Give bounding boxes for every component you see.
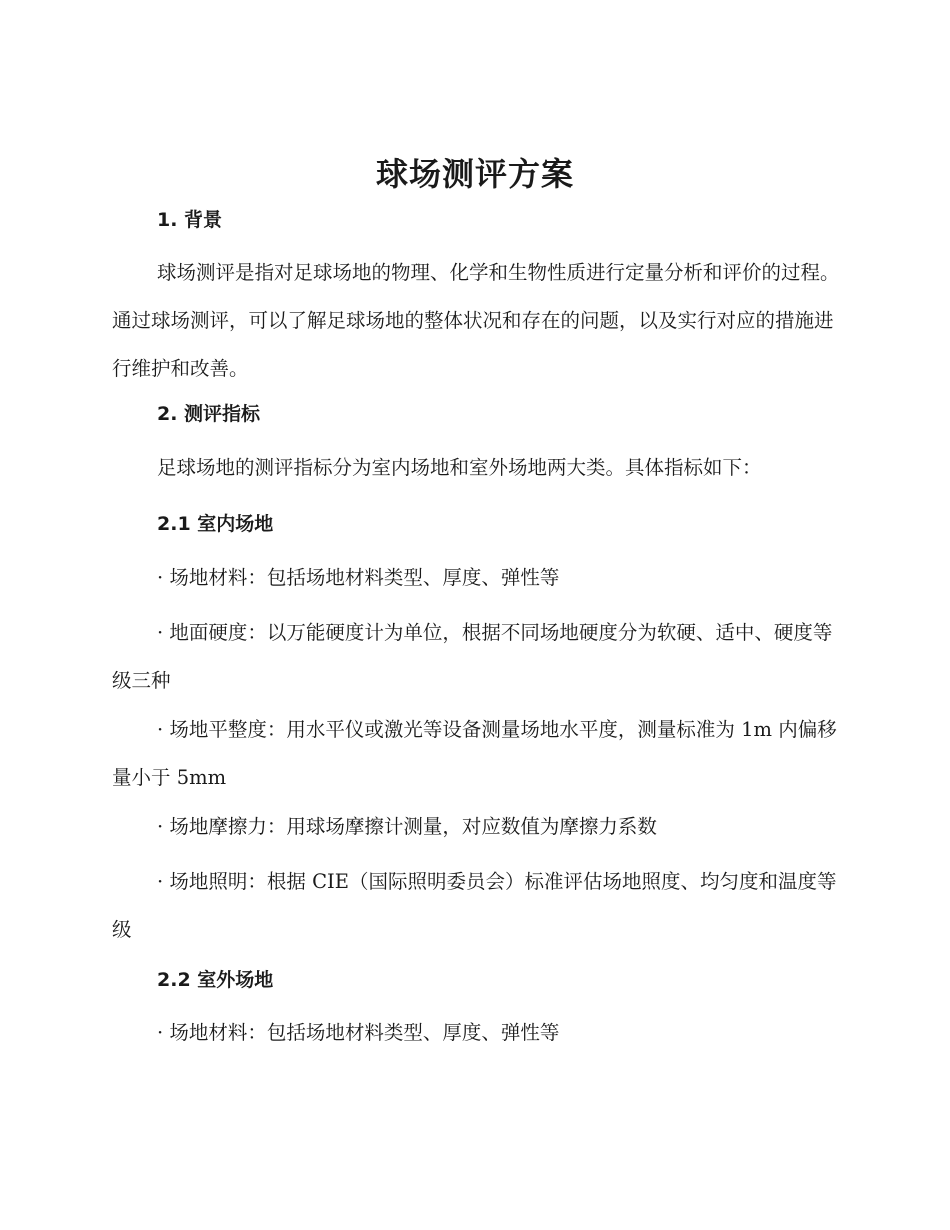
list-item-indoor-flatness: · 场地平整度：用水平仪或激光等设备测量场地水平度，测量标准为 1m 内偏移量小于 5mm [112, 718, 837, 789]
section-heading-background: 1. 背景 [157, 209, 223, 231]
list-item-outdoor-material: · 场地材料：包括场地材料类型、厚度、弹性等 [157, 1021, 560, 1044]
list-item-indoor-friction: · 场地摩擦力：用球场摩擦计测量，对应数值为摩擦力系数 [157, 815, 657, 838]
paragraph-background: 球场测评是指对足球场地的物理、化学和生物性质进行定量分析和评价的过程。通过球场测评，可以了解足球场地的整体状况和存在的问题，以及实行对应的措施进行维护和改善。 [112, 261, 840, 380]
section-heading-outdoor: 2.2 室外场地 [157, 969, 274, 991]
section-heading-indicators: 2. 测评指标 [157, 403, 261, 425]
section-heading-indoor: 2.1 室内场地 [157, 513, 274, 535]
list-item-indoor-hardness: · 地面硬度：以万能硬度计为单位，根据不同场地硬度分为软硬、适中、硬度等级三种 [112, 621, 833, 692]
list-item-indoor-material: · 场地材料：包括场地材料类型、厚度、弹性等 [157, 566, 560, 589]
paragraph-indicators-intro: 足球场地的测评指标分为室内场地和室外场地两大类。具体指标如下： [157, 456, 762, 479]
document-title: 球场测评方案 [375, 155, 574, 193]
list-item-indoor-lighting: · 场地照明：根据 CIE（国际照明委员会）标准评估场地照度、均匀度和温度等级 [112, 870, 837, 941]
